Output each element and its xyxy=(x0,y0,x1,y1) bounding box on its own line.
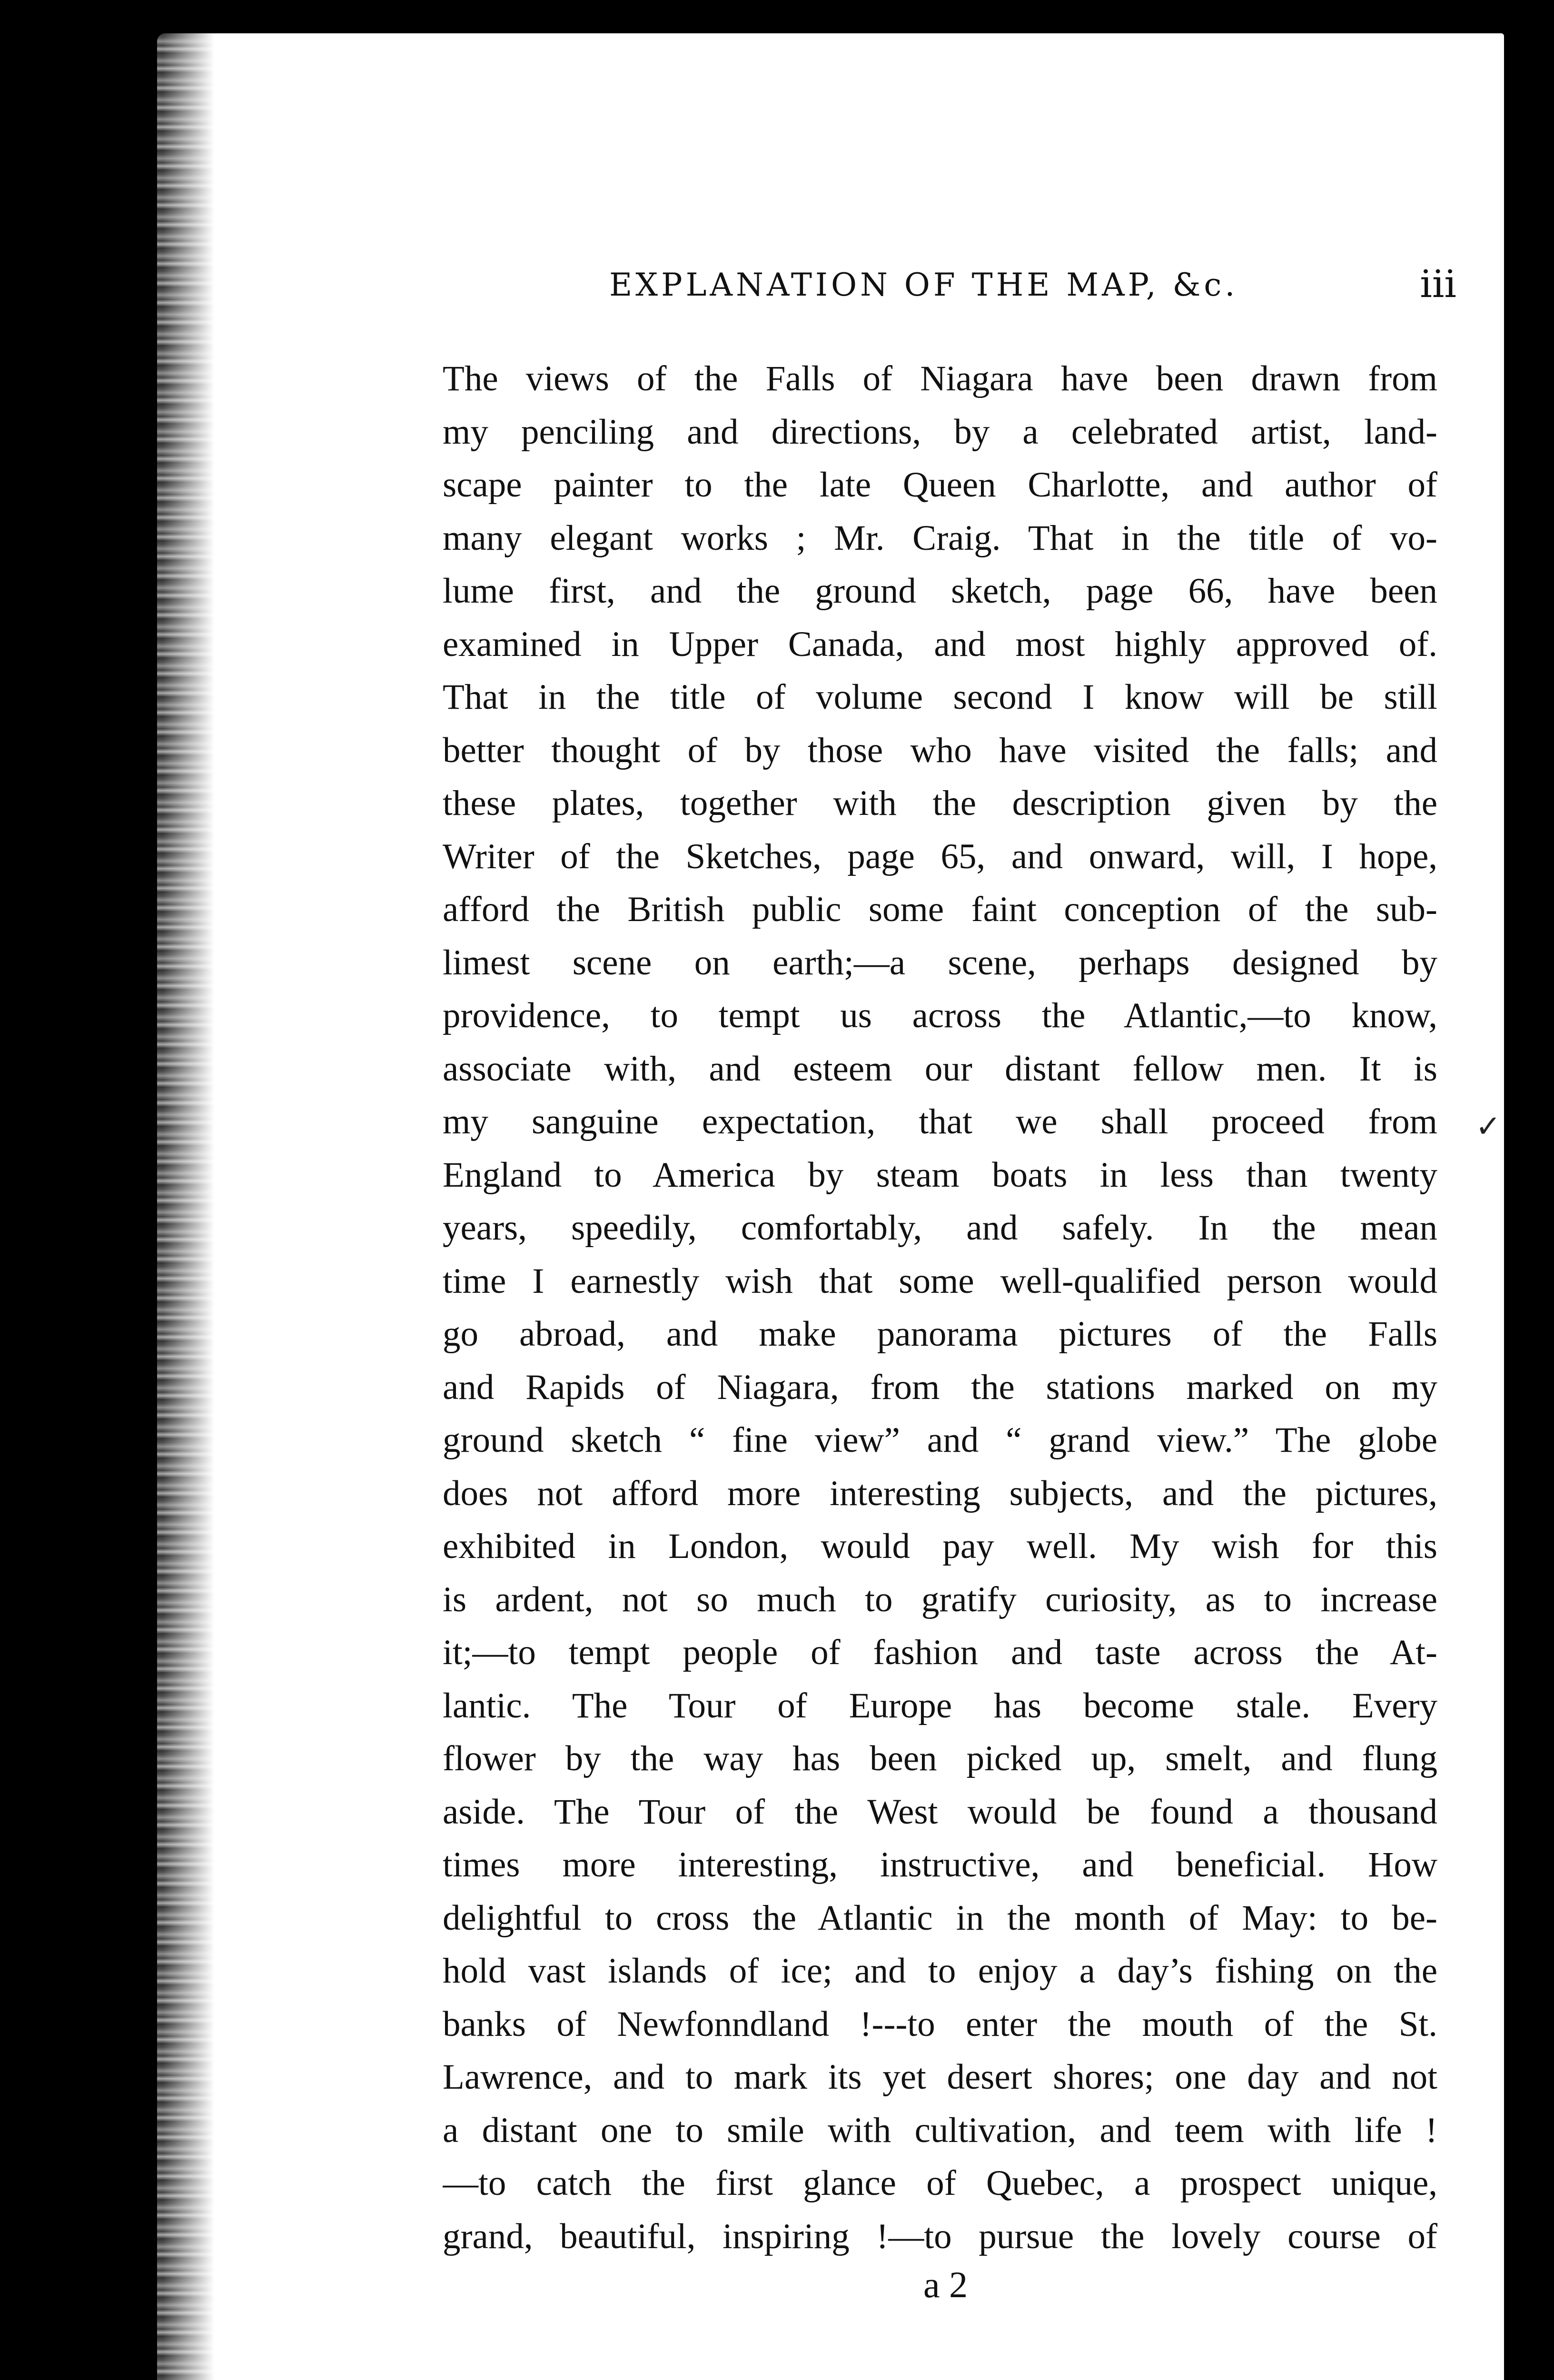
text-line: times more interesting, instructive, and beneficial. How xyxy=(443,1845,1437,1884)
text-line: these plates, together with the description given by the xyxy=(443,783,1437,823)
text-line: a distant one to smile with cultivation, and teem with life ! xyxy=(443,2110,1437,2150)
text-line: examined in Upper Canada, and most highly approved of. xyxy=(443,624,1437,664)
text-line: associate with, and esteem our distant fellow men. It is xyxy=(443,1049,1437,1089)
text-line: providence, to tempt us across the Atlantic,—to know, xyxy=(443,996,1437,1035)
text-line: —to catch the first glance of Quebec, a prospect unique, xyxy=(443,2163,1437,2203)
text-line: Writer of the Sketches, page 65, and onward, will, I hope, xyxy=(443,836,1437,876)
text-line: years, speedily, comfortably, and safely. In the mean xyxy=(443,1208,1437,1248)
running-head xyxy=(452,257,1461,309)
text-line: my penciling and directions, by a celebrated artist, land- xyxy=(443,412,1437,452)
text-line: aside. The Tour of the West would be found a thousand xyxy=(443,1792,1437,1832)
text-line: limest scene on earth;—a scene, perhaps designed by xyxy=(443,942,1437,982)
page-number: iii xyxy=(1420,262,1456,306)
text-line: afford the British public some faint conception of the sub- xyxy=(443,890,1437,929)
text-line: exhibited in London, would pay well. My wish for this xyxy=(443,1527,1437,1566)
text-line: lantic. The Tour of Europe has become stale. Every xyxy=(443,1686,1437,1726)
text-line: hold vast islands of ice; and to enjoy a day’s fishing on the xyxy=(443,1951,1437,1991)
book-page xyxy=(157,33,1504,2380)
body-text xyxy=(443,352,1437,2263)
text-line: does not afford more interesting subjects, and the pictures, xyxy=(443,1473,1437,1513)
text-line: it;—to tempt people of fashion and taste across the At- xyxy=(443,1633,1437,1672)
text-line: flower by the way has been picked up, smelt, and flung xyxy=(443,1739,1437,1778)
signature-mark: a 2 xyxy=(923,2264,968,2305)
text-line: my sanguine expectation, that we shall proceed from xyxy=(443,1102,1437,1141)
text-line: time I earnestly wish that some well-qualified person would xyxy=(443,1261,1437,1301)
scanned-page-edge xyxy=(157,33,214,2380)
text-line: England to America by steam boats in less than twenty xyxy=(443,1155,1437,1195)
text-line: Lawrence, and to mark its yet desert shores; one day and not xyxy=(443,2057,1437,2097)
text-line: scape painter to the late Queen Charlotte, and author of xyxy=(443,465,1437,505)
margin-check-mark: ✓ xyxy=(1475,1109,1501,1144)
text-line: better thought of by those who have visited the falls; and xyxy=(443,730,1437,770)
text-line: go abroad, and make panorama pictures of the Falls xyxy=(443,1314,1437,1354)
text-line: ground sketch “ fine view” and “ grand view.” The globe xyxy=(443,1420,1437,1460)
text-line: banks of Newfonndland !---to enter the mouth of the St. xyxy=(443,2004,1437,2044)
text-line: lume first, and the ground sketch, page 66, have been xyxy=(443,571,1437,611)
text-line: many elegant works ; Mr. Craig. That in the title of vo- xyxy=(443,518,1437,558)
text-line: That in the title of volume second I know will be still xyxy=(443,677,1437,717)
text-line: delightful to cross the Atlantic in the month of May: to be- xyxy=(443,1898,1437,1938)
text-line: grand, beautiful, inspiring !—to pursue the lovely course of xyxy=(443,2216,1437,2256)
text-line: The views of the Falls of Niagara have been drawn from xyxy=(443,359,1437,398)
text-line: and Rapids of Niagara, from the stations marked on my xyxy=(443,1367,1437,1407)
running-head-title: EXPLANATION OF THE MAP, &c. xyxy=(609,267,1238,303)
text-line: is ardent, not so much to gratify curiosity, as to increase xyxy=(443,1579,1437,1619)
